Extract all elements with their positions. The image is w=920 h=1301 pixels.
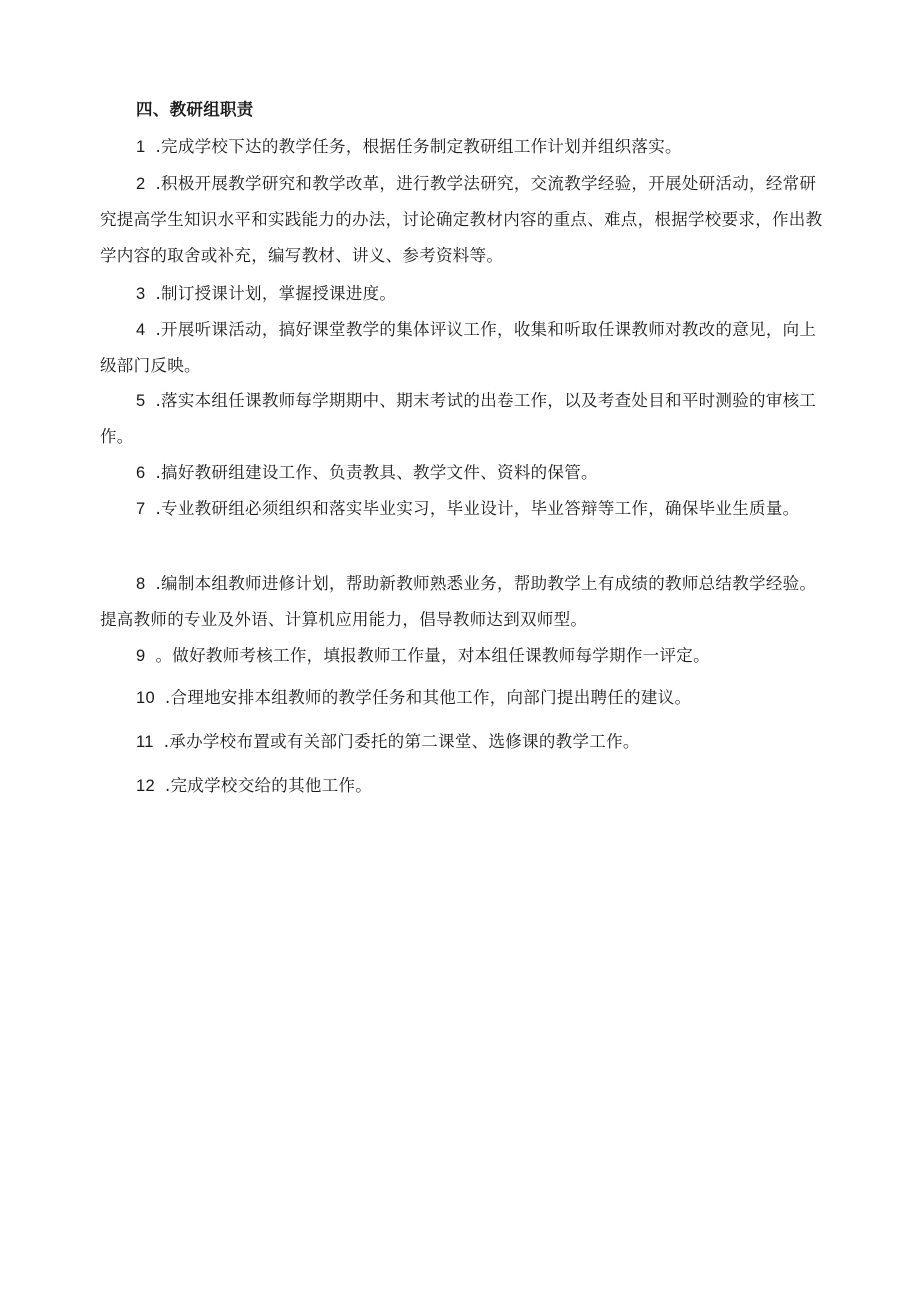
item-text: .编制本组教师进修计划，帮助新教师熟悉业务，帮助教学上有成绩的教师总结教学经验。提高教师的专业及外语、计算机应用能力，倡导教师达到双师型。 bbox=[100, 574, 817, 629]
item-text: .承办学校布置或有关部门委托的第二课堂、选修课的教学工作。 bbox=[163, 732, 640, 751]
list-item bbox=[100, 768, 824, 804]
item-text: .合理地安排本组教师的教学任务和其他工作，向部门提出聘任的建议。 bbox=[164, 688, 692, 707]
item-number: 10 bbox=[136, 689, 155, 707]
item-number: 7 bbox=[136, 500, 146, 518]
item-number: 11 bbox=[136, 733, 154, 751]
list-item bbox=[100, 383, 824, 455]
item-text: .完成学校下达的教学任务，根据任务制定教研组工作计划并组织落实。 bbox=[155, 137, 682, 156]
list-item bbox=[100, 276, 824, 312]
item-text: .落实本组任课教师每学期期中、期末考试的出卷工作，以及考查处目和平时测验的审核工作。 bbox=[100, 391, 817, 446]
item-text: .专业教研组必须组织和落实毕业实习，毕业设计，毕业答辩等工作，确保毕业生质量。 bbox=[155, 499, 800, 518]
item-number: 4 bbox=[136, 321, 146, 339]
item-number: 5 bbox=[136, 392, 146, 410]
section-heading: 四、教研组职责 bbox=[136, 100, 254, 119]
list-item bbox=[100, 638, 824, 674]
item-number: 8 bbox=[136, 575, 146, 593]
list-item bbox=[100, 680, 824, 716]
item-text: .制订授课计划，掌握授课进度。 bbox=[155, 284, 397, 303]
item-number: 3 bbox=[136, 285, 146, 303]
item-number: 6 bbox=[136, 464, 146, 482]
list-item bbox=[100, 166, 824, 274]
list-item bbox=[100, 491, 824, 527]
list-item bbox=[100, 566, 824, 638]
item-number: 2 bbox=[136, 175, 146, 193]
item-text: 。做好教师考核工作，填报教师工作量，对本组任课教师每学期作一评定。 bbox=[155, 646, 710, 665]
item-text: .搞好教研组建设工作、负责教具、教学文件、资料的保管。 bbox=[155, 463, 598, 482]
item-number: 1 bbox=[136, 138, 146, 156]
item-number: 12 bbox=[136, 777, 155, 795]
list-item bbox=[100, 129, 824, 165]
item-text: .积极开展教学研究和教学改革，进行教学法研究，交流教学经验，开展处研活动，经常研究提高学生知识水平和实践能力的办法，讨论确定教材内容的重点、难点，根据学校要求，作出教学内容的取舍或补充，编写教材、讲义、参考资料等。 bbox=[100, 174, 823, 265]
item-text: .开展听课活动，搞好课堂教学的集体评议工作，收集和听取任课教师对教改的意见，向上级部门反映。 bbox=[100, 320, 817, 375]
list-item bbox=[100, 312, 824, 384]
item-number: 9 bbox=[136, 647, 146, 665]
list-item bbox=[100, 455, 824, 491]
list-item bbox=[100, 724, 824, 760]
item-text: .完成学校交给的其他工作。 bbox=[164, 776, 373, 795]
